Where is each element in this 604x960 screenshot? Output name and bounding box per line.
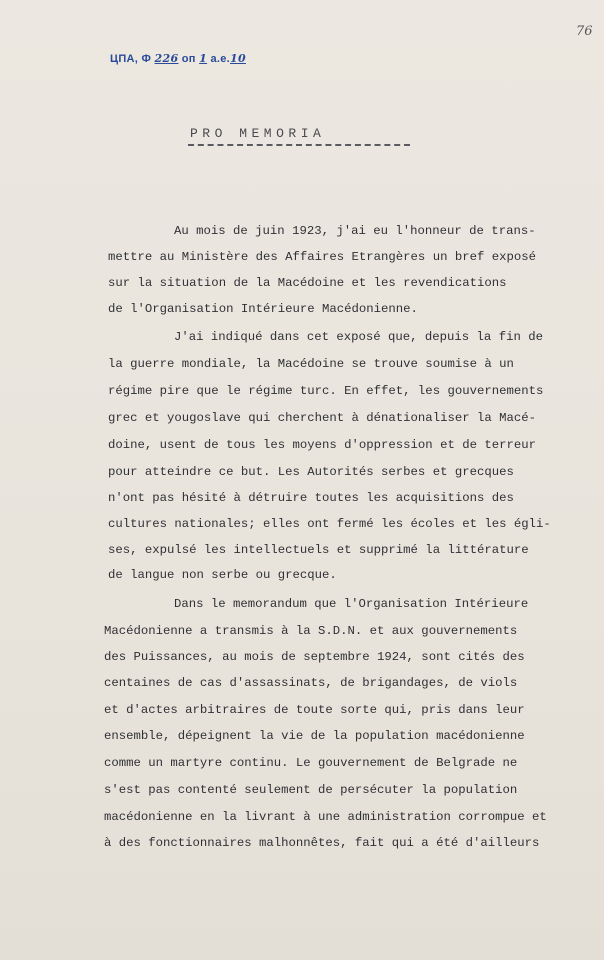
text-line: J'ai indiqué dans cet exposé que, depuis la fin de <box>174 330 543 344</box>
text-line: la guerre mondiale, la Macédoine se trouve soumise à un <box>108 357 514 371</box>
archive-reference-stamp <box>110 52 246 65</box>
unit-number: 10 <box>230 52 246 65</box>
text-line: ses, expulsé les intellectuels et supprimé la littérature <box>108 543 529 557</box>
text-line: régime pire que le régime turc. En effet, les gouvernements <box>108 384 544 398</box>
page-number: 76 <box>576 24 593 39</box>
unit-label: а.е. <box>210 53 230 65</box>
text-line: pour atteindre ce but. Les Autorités serbes et grecques <box>108 465 514 479</box>
text-line: centaines de cas d'assassinats, de brigandages, de viols <box>104 676 518 690</box>
archive-prefix: ЦПА, Ф <box>110 53 152 65</box>
text-line: mettre au Ministère des Affaires Etrangères un bref exposé <box>108 250 537 264</box>
text-line: Macédonienne a transmis à la S.D.N. et aux gouvernements <box>104 624 518 638</box>
text-line: de l'Organisation Intérieure Macédonienne. <box>108 302 418 316</box>
text-line: Dans le memorandum que l'Organisation Intérieure <box>174 597 529 611</box>
text-line: s'est pas contenté seulement de persécuter la population <box>104 783 518 797</box>
text-line: doine, usent de tous les moyens d'oppression et de terreur <box>108 438 537 452</box>
text-line: n'ont pas hésité à détruire toutes les acquisitions des <box>108 491 514 505</box>
text-line: des Puissances, au mois de septembre 1924, sont cités des <box>104 650 525 664</box>
text-line: et d'actes arbitraires de toute sorte qui, pris dans leur <box>104 703 525 717</box>
text-line: sur la situation de la Macédoine et les revendications <box>108 276 507 290</box>
text-line: comme un martyre continu. Le gouvernement de Belgrade ne <box>104 756 518 770</box>
text-line: ensemble, dépeignent la vie de la population macédonienne <box>104 729 525 743</box>
text-line: cultures nationales; elles ont fermé les écoles et les égli- <box>108 517 551 531</box>
title-underline <box>188 144 410 146</box>
text-line: macédonienne en la livrant à une administration corrompue et <box>104 810 547 824</box>
opis-number: 1 <box>199 52 208 65</box>
opis-label: оп <box>181 53 196 65</box>
document-title: PRO MEMORIA <box>190 126 326 141</box>
text-line: Au mois de juin 1923, j'ai eu l'honneur de trans- <box>174 224 536 238</box>
text-line: à des fonctionnaires malhonnêtes, fait qui a été d'ailleurs <box>104 836 540 850</box>
fond-number: 226 <box>154 52 179 65</box>
text-line: de langue non serbe ou grecque. <box>108 568 337 582</box>
text-line: grec et yougoslave qui cherchent à dénationaliser la Macé- <box>108 411 537 425</box>
